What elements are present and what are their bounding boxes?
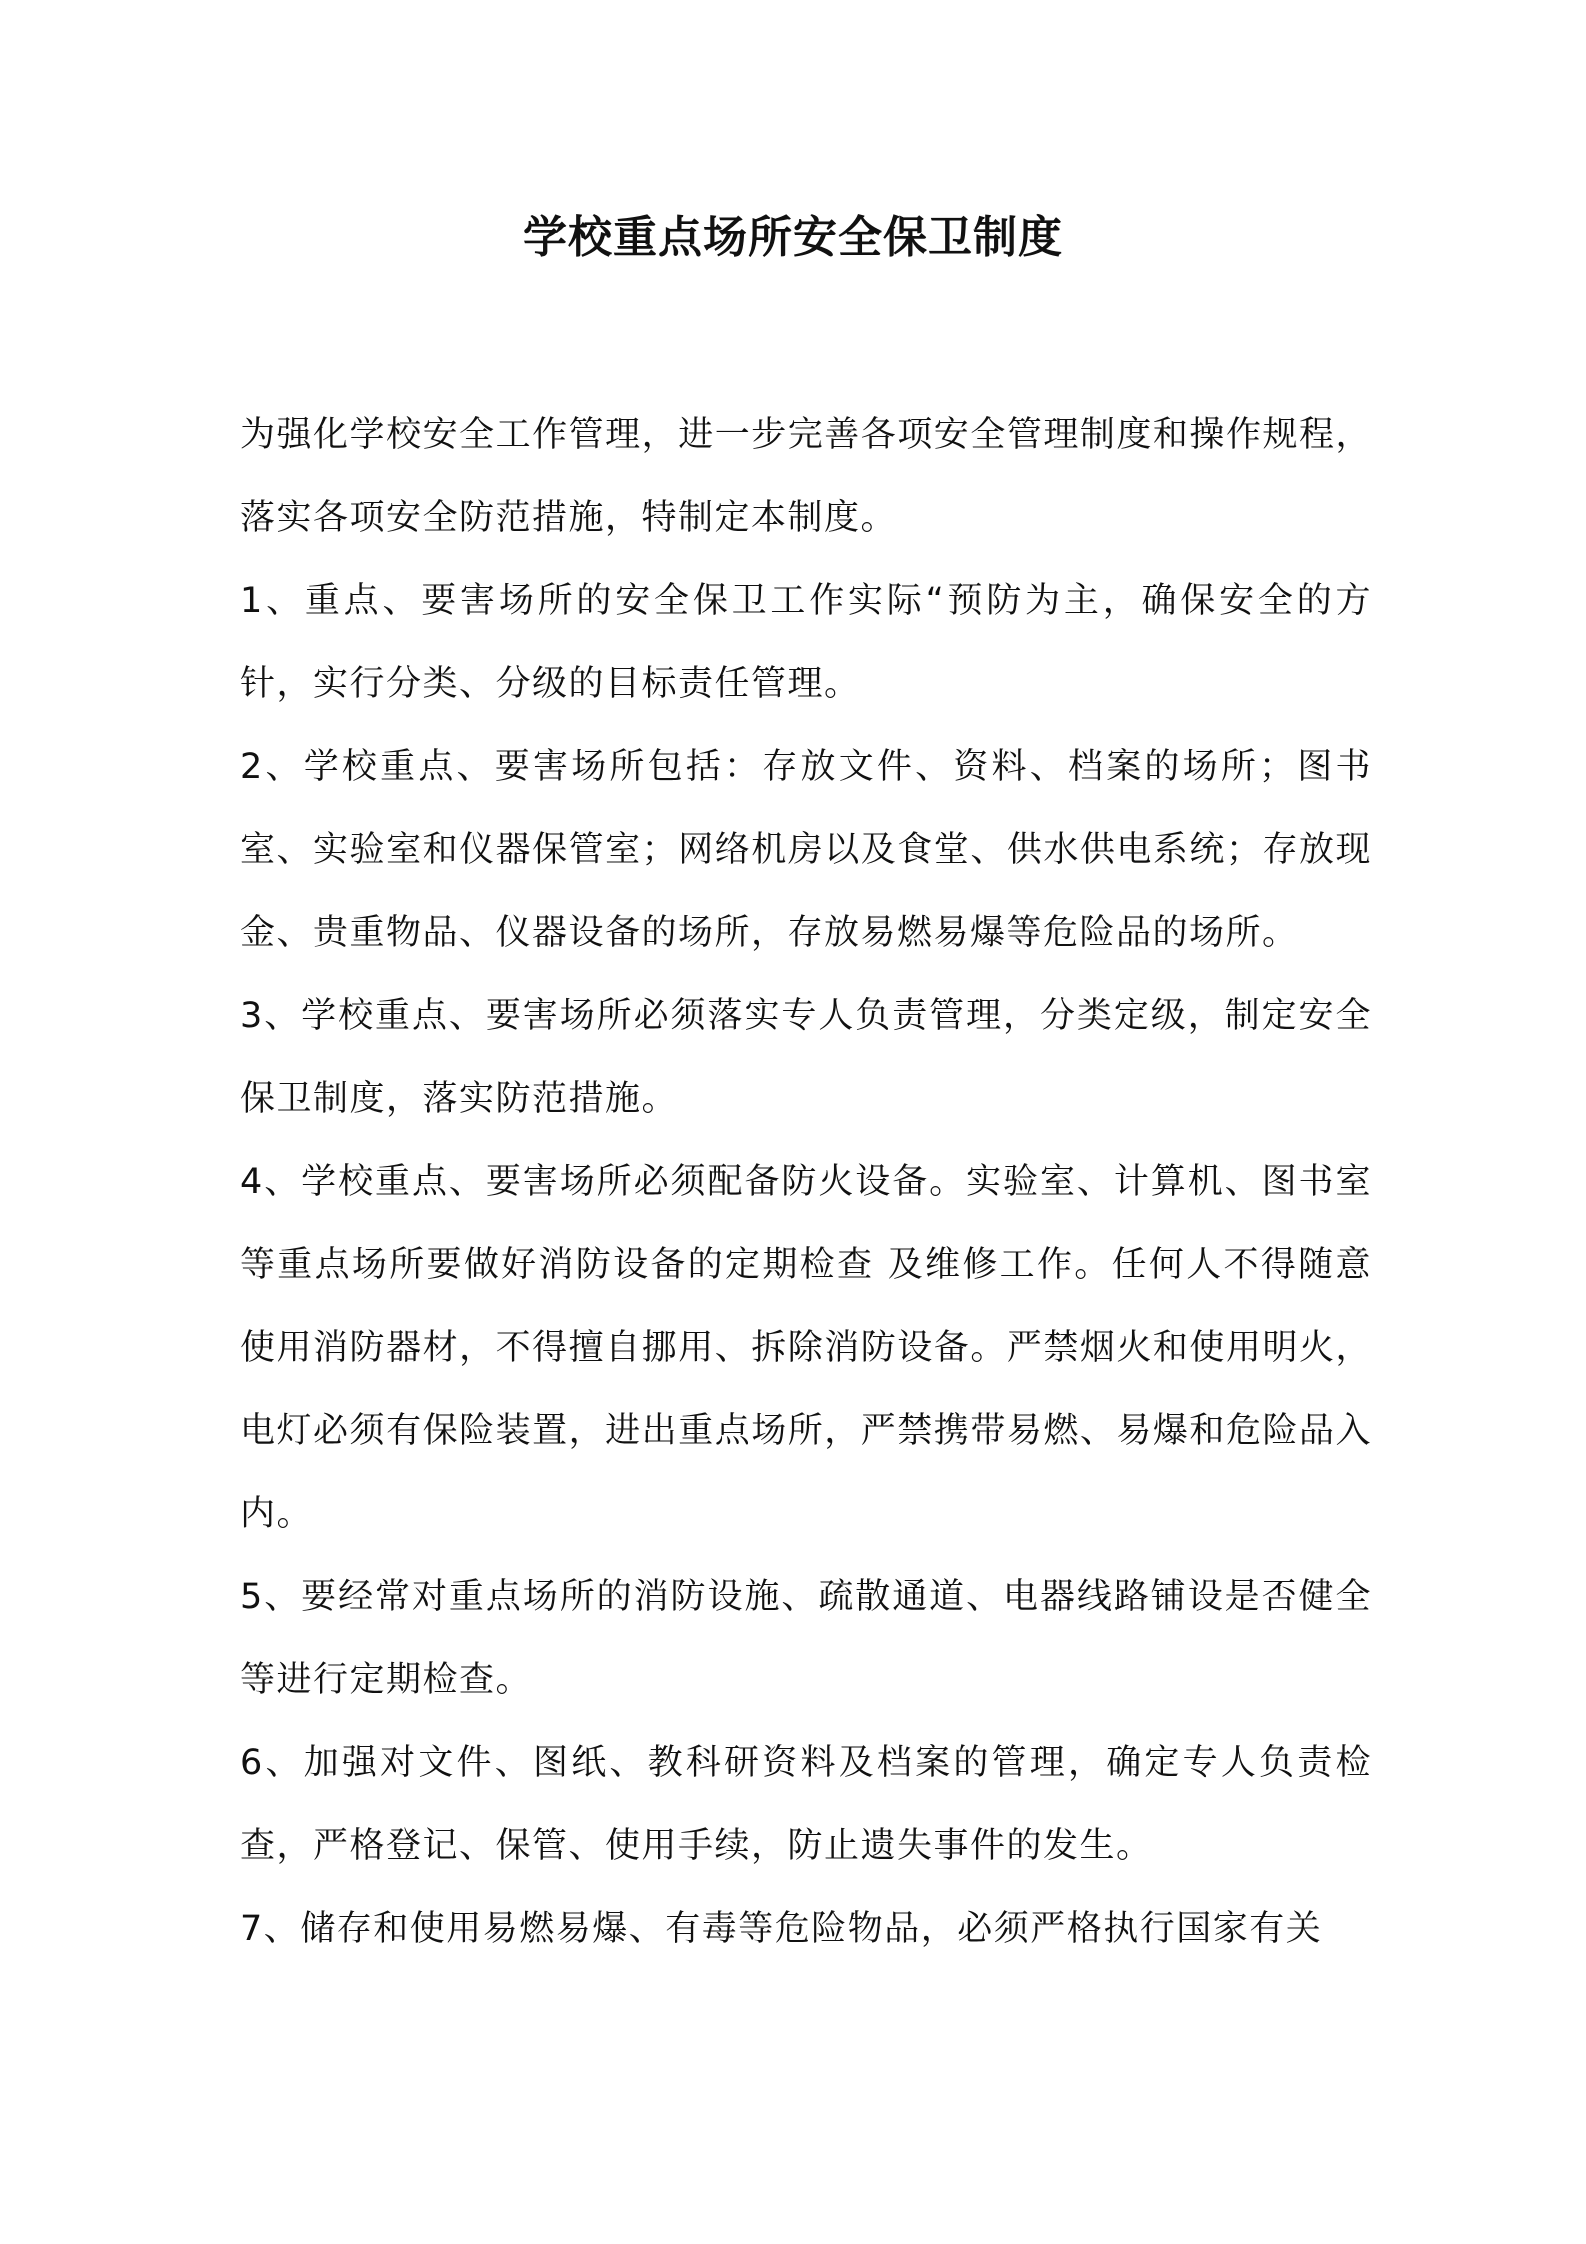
paragraph-intro: 为强化学校安全工作管理，进一步完善各项安全管理制度和操作规程，落实各项安全防范措施，特制定本制度。 (240, 415, 1372, 538)
paragraph-item-4: 4、学校重点、要害场所必须配备防火设备。实验室、计算机、图书室等重点场所要做好消防设备的定期检查 及维修工作。任何人不得随意使用消防器材，不得擅自挪用、拆除消防设备。严禁烟火和使用明火，电灯必须有保险装置，进出重点场所，严禁携带易燃、易爆和危险品入内。 (240, 1162, 1372, 1534)
paragraph-item-7: 7、储存和使用易燃易爆、有毒等危险物品，必须严格执行国家有关 (240, 1909, 1323, 1949)
paragraph-item-1: 1、重点、要害场所的安全保卫工作实际“预防为主，确保安全的方针，实行分类、分级的目标责任管理。 (240, 581, 1372, 704)
paragraph-item-2: 2、学校重点、要害场所包括：存放文件、资料、档案的场所；图书室、实验室和仪器保管室；网络机房以及食堂、供水供电系统；存放现金、贵重物品、仪器设备的场所，存放易燃易爆等危险品的场所。 (240, 747, 1372, 953)
document-body (240, 394, 1372, 1971)
paragraph-item-6: 6、加强对文件、图纸、教科研资料及档案的管理，确定专人负责检查，严格登记、保管、使用手续，防止遗失事件的发生。 (240, 1743, 1372, 1866)
paragraph-item-5: 5、要经常对重点场所的消防设施、疏散通道、电器线路铺设是否健全等进行定期检查。 (240, 1577, 1372, 1700)
paragraph-item-3: 3、学校重点、要害场所必须落实专人负责管理，分类定级，制定安全保卫制度，落实防范措施。 (240, 996, 1372, 1119)
document-title: 学校重点场所安全保卫制度 (523, 212, 1063, 263)
